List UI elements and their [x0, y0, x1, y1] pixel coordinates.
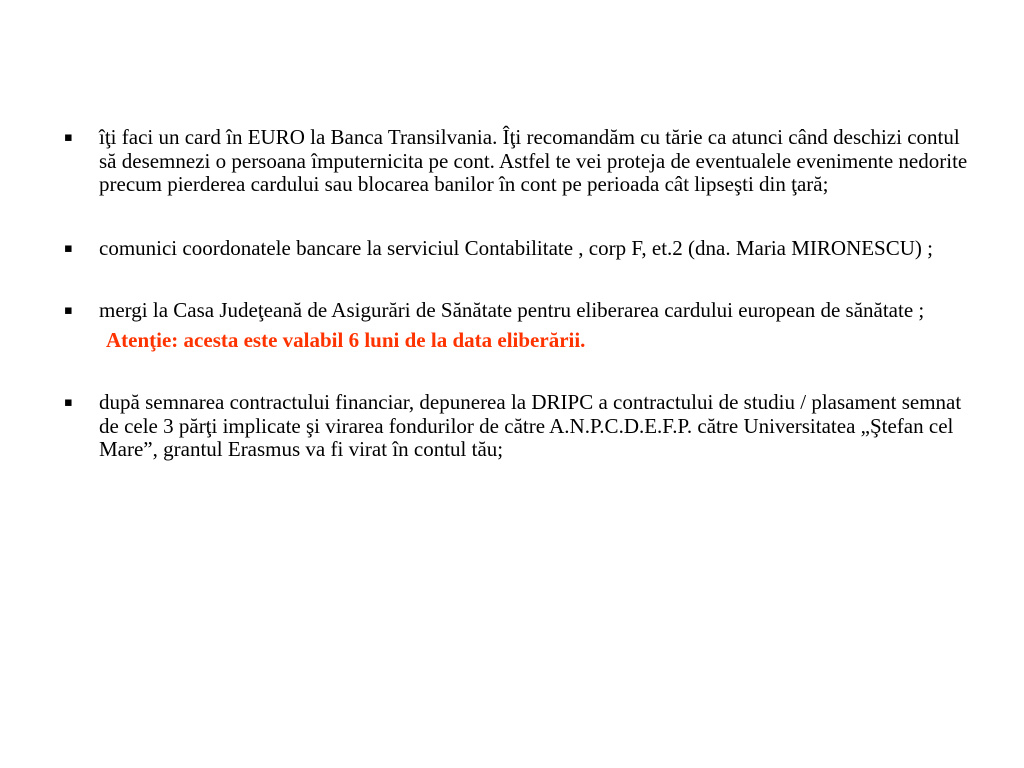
bullet-text: după semnarea contractului financiar, depunerea la DRIPC a contractului de studiu / plasament semnat de cele 3 părţi implicate şi virarea fondurilor de către A.N.P.C.D.E.F.P. către Universitatea „Ştefan cel Mare”, grantul Erasmus va fi virat în contul tău;	[99, 390, 962, 461]
bullet-text: mergi la Casa Judeţeană de Asigurări de Sănătate pentru eliberarea cardului european de sănătate ;	[99, 298, 925, 322]
square-bullet-icon: ▪	[64, 130, 73, 145]
square-bullet-icon: ▪	[64, 303, 73, 318]
bullet-item-bank-details	[0, 237, 1024, 261]
bullet-item-health-card	[0, 299, 1024, 323]
square-bullet-icon: ▪	[64, 240, 73, 256]
warning-text: Atenţie: acesta este valabil 6 luni de la data eliberării.	[106, 327, 586, 352]
bullet-item-grant-transfer	[0, 391, 1024, 462]
bullet-text: îţi faci un card în EURO la Banca Transilvania. Îţi recomandăm cu tărie ca atunci când deschizi contul să desemnezi o persoana împuternicita pe cont. Astfel te vei proteja de eventualele evenimente nedorite precum pierderea cardului sau blocarea banilor în cont pe perioada cât lipseşti din ţară;	[99, 125, 968, 196]
bullet-text: comunici coordonatele bancare la serviciul Contabilitate , corp F, et.2 (dna. Maria MIRONESCU) ;	[99, 235, 933, 260]
bullet-list	[0, 126, 1024, 462]
square-bullet-icon: ▪	[64, 395, 73, 410]
warning-note	[106, 329, 1024, 353]
bullet-item-bank-card	[0, 126, 1024, 197]
